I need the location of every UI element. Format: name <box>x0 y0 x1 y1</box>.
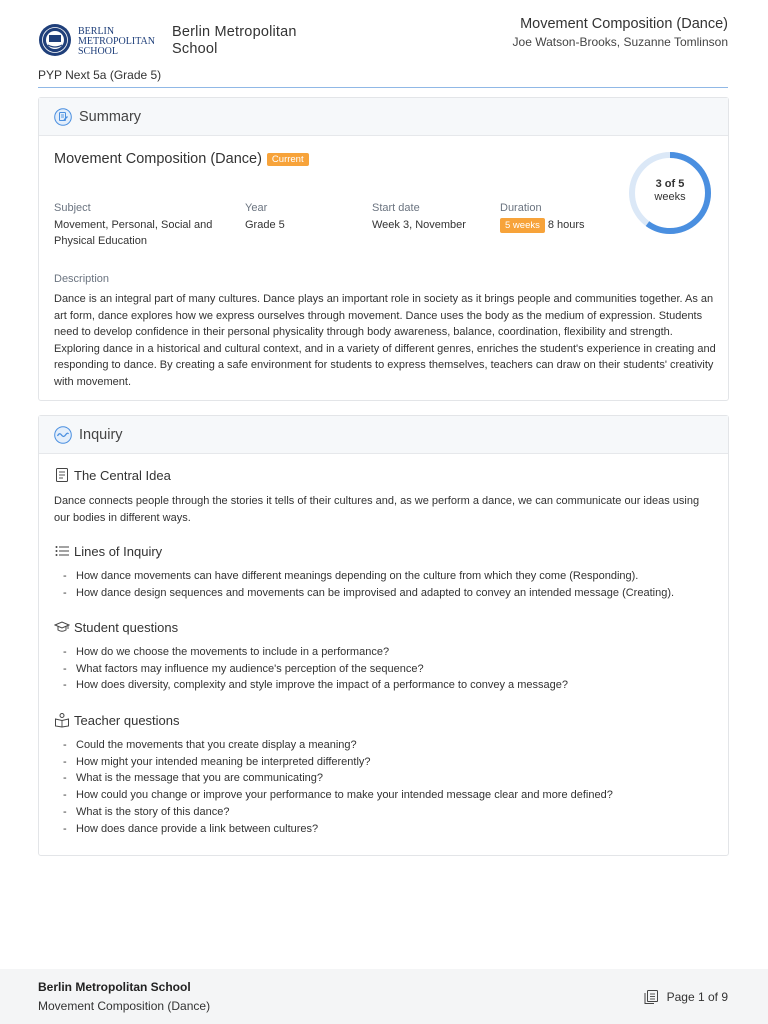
central-idea-heading <box>54 466 716 484</box>
teacher-questions-title: Teacher questions <box>74 712 180 728</box>
lines-of-inquiry-title: Lines of Inquiry <box>74 543 163 559</box>
list-item: - How do we choose the movements to include in a performance? <box>54 644 716 661</box>
subject-label: Subject <box>54 202 91 214</box>
duration-weeks-badge: 5 weeks <box>500 218 545 233</box>
list-icon <box>54 543 70 559</box>
summary-card <box>38 97 729 401</box>
school-name-line-1: Berlin Metropolitan <box>172 24 297 40</box>
footer-document-title: Movement Composition (Dance) <box>38 999 211 1013</box>
logo-text-line-2: METROPOLITAN <box>78 36 155 47</box>
header-divider <box>38 87 728 88</box>
year-label: Year <box>245 202 268 214</box>
list-item: - Could the movements that you create display a meaning? <box>54 737 716 754</box>
central-idea-title: The Central Idea <box>74 467 171 483</box>
document-authors: Joe Watson-Brooks, Suzanne Tomlinson <box>512 35 728 49</box>
year-value: Grade 5 <box>245 219 285 231</box>
central-idea-section <box>54 466 716 526</box>
inquiry-heading: Inquiry <box>79 426 123 443</box>
duration-value-row <box>500 217 620 233</box>
student-questions-list <box>54 644 716 694</box>
list-item: - How does dance provide a link between cultures? <box>54 821 716 838</box>
subject-field <box>54 202 234 249</box>
page-indicator <box>643 989 728 1005</box>
teacher-icon <box>54 712 70 728</box>
summary-heading: Summary <box>79 108 142 125</box>
lines-of-inquiry-heading <box>54 542 716 560</box>
inquiry-card <box>38 415 729 856</box>
lines-of-inquiry-list <box>54 568 716 601</box>
status-badge: Current <box>267 153 309 166</box>
central-idea-text: Dance connects people through the stories it tells of their cultures and, as we perform a dance, we can communicate our ideas using our bodies in different ways. <box>54 495 700 524</box>
start-date-field <box>372 202 492 233</box>
document-edit-icon <box>54 108 72 126</box>
progress-unit: weeks <box>654 191 686 203</box>
list-item: - What factors may influence my audience's perception of the sequence? <box>54 661 716 678</box>
wave-icon <box>54 426 72 444</box>
unit-title: Movement Composition (Dance) <box>54 151 262 167</box>
list-item: - How does diversity, complexity and style improve the impact of a performance to convey a message? <box>54 677 716 694</box>
description-text: Dance is an integral part of many cultures. Dance plays an important role in society as it brings people and communities together. As an art form, dance explores how we express ourselves through movement. Dance uses the body as the medium of expression. Students need to develop confidence in their personal physicality through body awareness, balance, coordination, flexibility and strength. Exploring dance in a historical and cultural context, and in a variety of different genres, enriches the student's experience in creating and responding to dance. By creating a safe environment for students to express themselves, teachers can draw on their students' creativity with movement. <box>54 293 716 388</box>
list-item: - What is the story of this dance? <box>54 804 716 821</box>
document-icon <box>54 467 70 483</box>
student-questions-heading <box>54 618 716 636</box>
list-item: - How might your intended meaning be interpreted differently? <box>54 754 716 771</box>
summary-header <box>39 98 728 136</box>
document-title: Movement Composition (Dance) <box>520 16 728 32</box>
start-date-value: Week 3, November <box>372 219 466 231</box>
logo-text-line-1: BERLIN <box>78 26 115 37</box>
pages-icon <box>643 989 659 1005</box>
logo-text-line-3: SCHOOL <box>78 46 119 57</box>
list-item: - How dance movements can have different meanings depending on the culture from which they come (Responding). <box>54 568 716 585</box>
page-footer <box>0 969 768 1024</box>
year-field <box>245 202 355 233</box>
school-name-line-2: School <box>172 41 218 57</box>
graduation-cap-icon <box>54 619 70 635</box>
school-logo <box>38 20 168 60</box>
duration-field <box>500 202 620 233</box>
start-date-label: Start date <box>372 202 420 214</box>
progress-label <box>627 178 713 204</box>
footer-school-name: Berlin Metropolitan School <box>38 980 191 994</box>
student-questions-title: Student questions <box>74 619 179 635</box>
page-number: Page 1 of 9 <box>666 990 728 1004</box>
duration-hours: 8 hours <box>547 219 585 231</box>
list-item: - How dance design sequences and movements can be improvised and adapted to convey an intended message (Creating). <box>54 585 716 602</box>
school-name <box>172 24 297 58</box>
unit-title-row <box>54 151 309 167</box>
inquiry-header <box>39 416 728 454</box>
program-label: PYP Next 5a (Grade 5) <box>38 68 162 82</box>
page-header <box>38 16 728 88</box>
student-questions-section <box>54 618 716 694</box>
subject-value: Movement, Personal, Social and Physical Education <box>54 219 213 247</box>
teacher-questions-heading <box>54 711 716 729</box>
progress-count: 3 of 5 <box>655 178 685 190</box>
duration-label: Duration <box>500 202 542 214</box>
list-item: - How could you change or improve your performance to make your intended message clear and more defined? <box>54 787 716 804</box>
lines-of-inquiry-section <box>54 542 716 601</box>
description-label: Description <box>54 273 110 285</box>
list-item: - What is the message that you are communicating? <box>54 770 716 787</box>
teacher-questions-list <box>54 737 716 837</box>
teacher-questions-section <box>54 711 716 837</box>
